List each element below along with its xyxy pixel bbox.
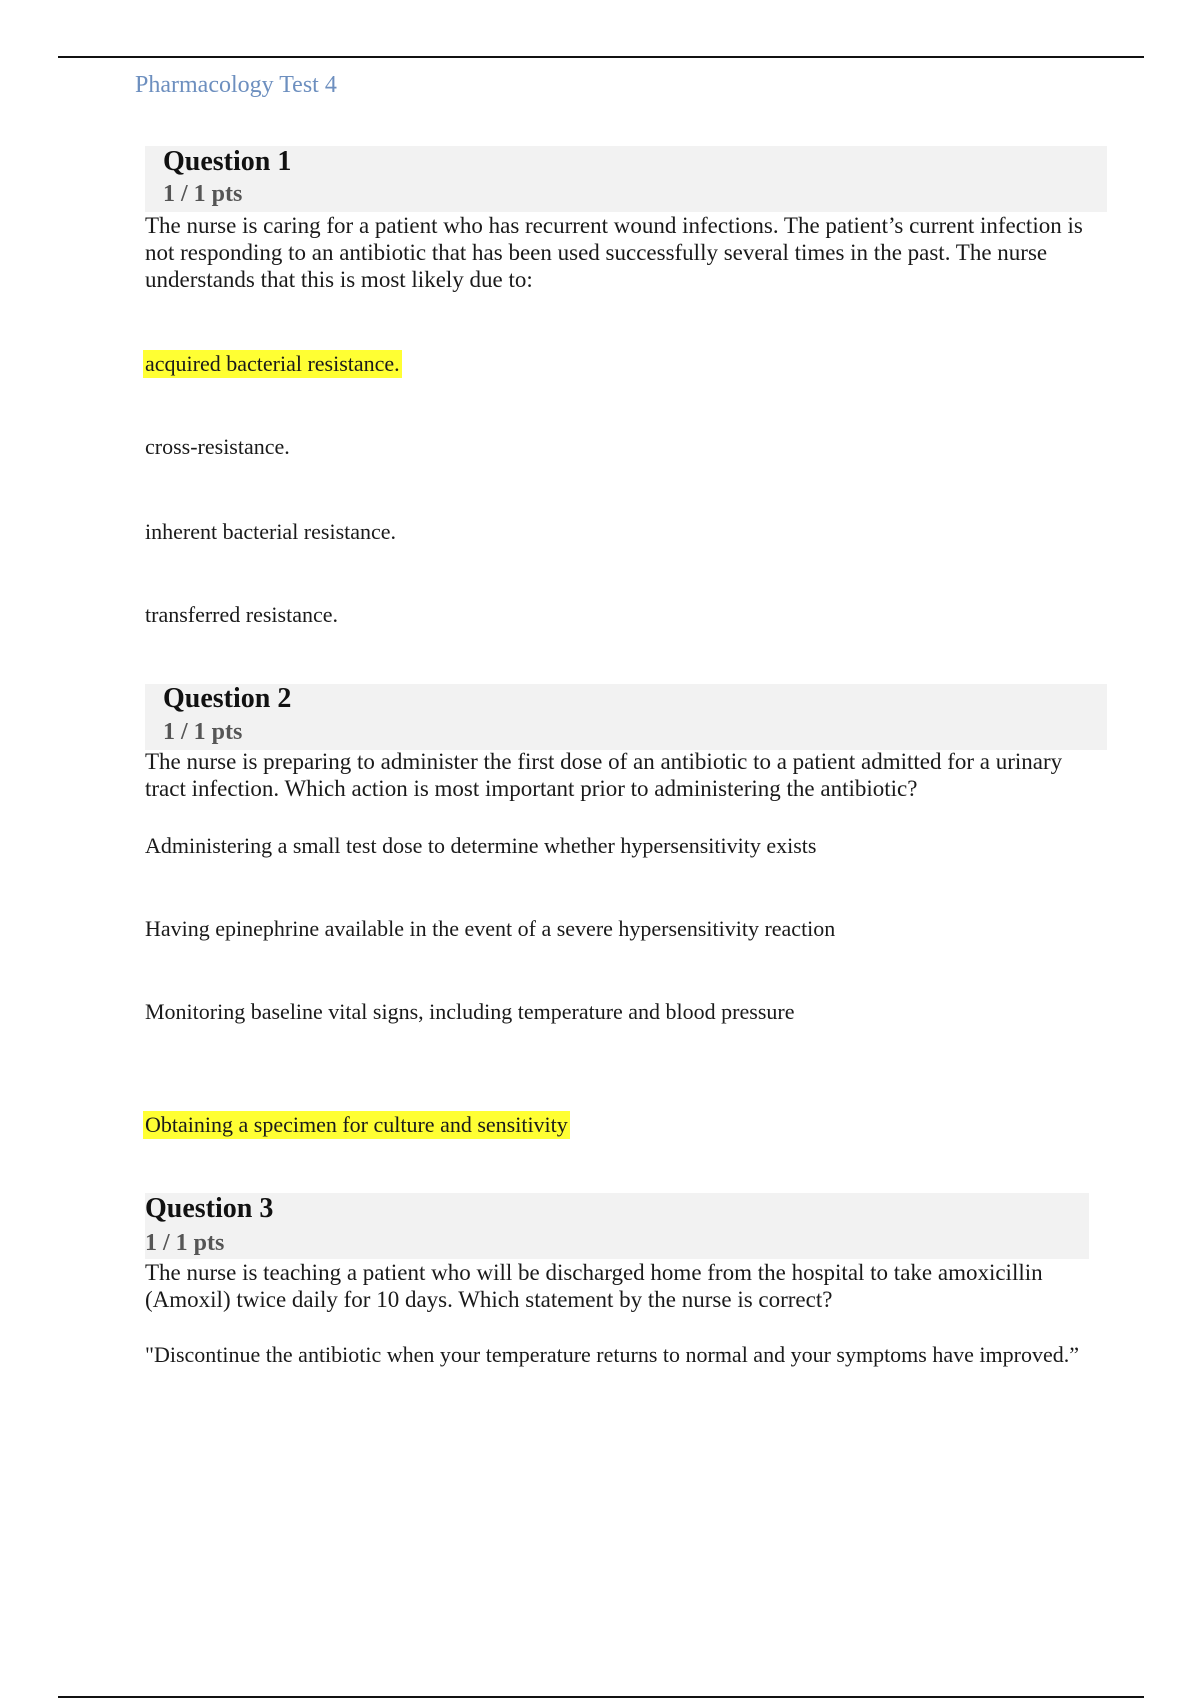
question-2-title: Question 2	[163, 683, 292, 714]
question-2-answer-3[interactable]: Monitoring baseline vital signs, including temperature and blood pressure	[145, 999, 795, 1024]
question-3-header	[145, 1193, 1089, 1259]
question-1-answer-2[interactable]: cross-resistance.	[145, 434, 290, 459]
question-1-answer-1[interactable]: acquired bacterial resistance.	[145, 351, 400, 376]
document-title: Pharmacology Test 4	[135, 72, 337, 98]
question-1-answer-4[interactable]: transferred resistance.	[145, 602, 339, 627]
question-1-answer-3[interactable]: inherent bacterial resistance.	[145, 519, 397, 544]
question-2-text: The nurse is preparing to administer the first dose of an antibiotic to a patient admitted for a urinary tract infection. Which action is most important prior to administering the antibiotic?	[145, 749, 1063, 801]
top-rule	[58, 56, 1144, 58]
question-2-answer-4[interactable]: Obtaining a specimen for culture and sensitivity	[145, 1112, 568, 1137]
bottom-rule	[58, 1696, 1144, 1698]
question-2-points: 1 / 1 pts	[163, 719, 243, 745]
question-3-text: The nurse is teaching a patient who will be discharged home from the hospital to take amoxicillin (Amoxil) twice daily for 10 days. Which statement by the nurse is correct?	[145, 1260, 1043, 1312]
question-3-title: Question 3	[145, 1193, 274, 1224]
question-3-points: 1 / 1 pts	[145, 1230, 225, 1256]
question-2-answer-1[interactable]: Administering a small test dose to determine whether hypersensitivity exists	[145, 833, 817, 858]
question-1-text: The nurse is caring for a patient who has recurrent wound infections. The patient’s current infection is not responding to an antibiotic that has been used successfully several times in the past. The nurse understands that this is most likely due to:	[145, 213, 1083, 292]
question-1-title: Question 1	[163, 146, 292, 177]
question-3-answer-1[interactable]: "Discontinue the antibiotic when your temperature returns to normal and your symptoms have improved.”	[145, 1342, 1079, 1367]
question-2-answer-2[interactable]: Having epinephrine available in the event of a severe hypersensitivity reaction	[145, 916, 836, 941]
question-1-points: 1 / 1 pts	[163, 181, 243, 207]
